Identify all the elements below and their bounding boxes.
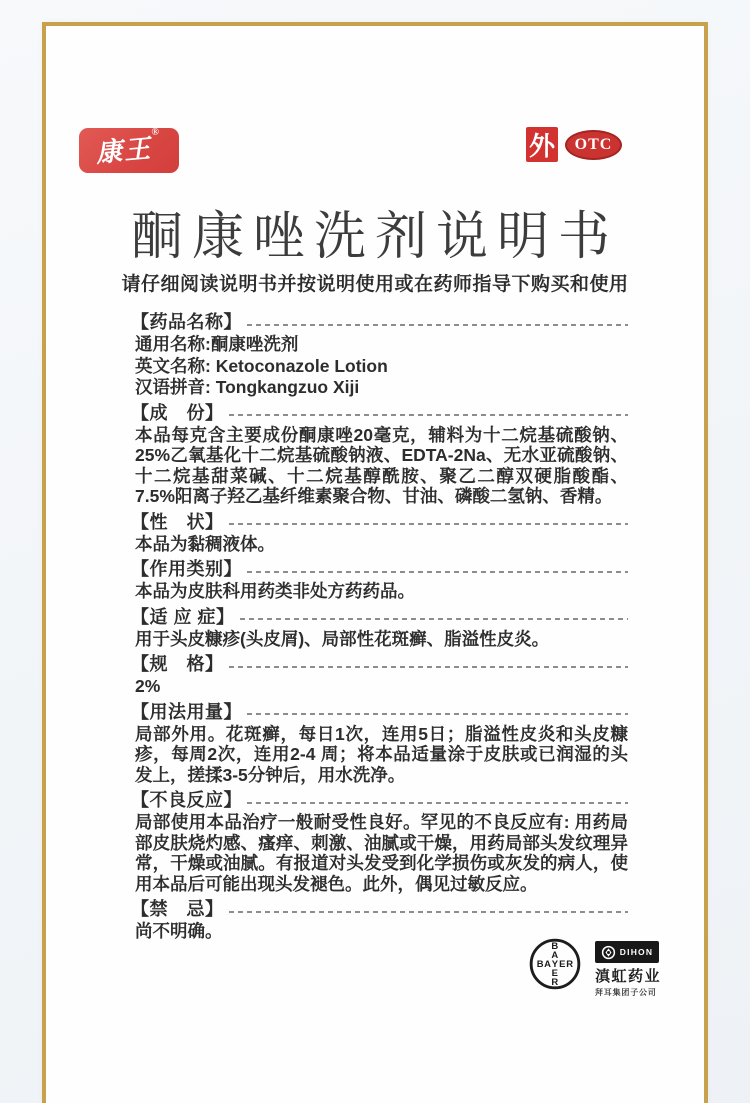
section-contraindications — [131, 898, 628, 942]
dihon-emblem-icon — [601, 945, 616, 960]
section-header-label: 【作用类别】 — [131, 559, 242, 579]
section-header-label: 【规 格】 — [131, 654, 224, 674]
svg-text:R: R — [566, 959, 574, 971]
dashed-rule — [247, 713, 628, 715]
svg-text:E: E — [551, 968, 558, 980]
section-paragraph: 局部外用。花斑癣，每日1次，连用5日；脂溢性皮炎和头皮糠疹，每周2次，连用2-4 周；将本品适量涂于皮肤或已润湿的头发上，搓揉3-5分钟后，用水洗净。 — [135, 723, 628, 785]
section-header-label: 【不良反应】 — [131, 790, 242, 810]
section-header — [131, 789, 628, 811]
external-use-badge: 外 — [526, 127, 558, 162]
dashed-rule — [247, 802, 628, 804]
section-strength — [131, 653, 628, 697]
section-paragraph: 本品为皮肤科用药类非处方药药品。 — [135, 581, 415, 601]
section-header-label: 【用法用量】 — [131, 701, 242, 722]
otc-badge: OTC — [565, 130, 622, 160]
dihon-emblem-box — [595, 941, 659, 963]
dashed-rule — [229, 911, 629, 913]
section-paragraph: 英文名称: Ketoconazole Lotion — [135, 355, 388, 376]
section-header-label: 【禁 忌】 — [131, 899, 224, 919]
section-header-label: 【成 份】 — [131, 402, 224, 423]
svg-text:E: E — [559, 959, 566, 971]
svg-text:A: A — [544, 959, 551, 971]
section-header-label: 【性 状】 — [131, 511, 224, 532]
dashed-rule — [240, 618, 628, 620]
dashed-rule — [229, 523, 629, 525]
manufacturer-logos — [528, 937, 661, 998]
kangwang-brand-text: 康王® — [95, 125, 162, 168]
section-paragraph: 汉语拼音: Tongkangzuo Xiji — [135, 377, 360, 397]
section-header — [131, 558, 628, 580]
leaflet-sections — [131, 311, 628, 946]
svg-text:R: R — [551, 977, 559, 989]
svg-text:A: A — [551, 950, 559, 962]
leaflet-page — [42, 22, 708, 1103]
section-ingredients — [131, 402, 628, 507]
section-drug-name — [131, 311, 628, 398]
section-paragraph: 通用名称:酮康唑洗剂 — [135, 334, 299, 354]
section-header — [131, 511, 628, 533]
section-header — [131, 402, 628, 424]
section-dosage — [131, 701, 628, 786]
section-header — [131, 653, 628, 675]
section-indications — [131, 606, 628, 650]
section-paragraph: 2% — [135, 676, 161, 696]
section-paragraph: 用于头皮糠疹(头皮屑)、局部性花斑癣、脂溢性皮炎。 — [135, 628, 550, 649]
section-description — [131, 511, 628, 555]
section-paragraph: 尚不明确。 — [135, 921, 223, 941]
section-paragraph: 局部使用本品治疗一般耐受性良好。罕见的不良反应有: 用药局部皮肤烧灼感、瘙痒、刺激、油腻或干燥，用药局部头发纹理异常，干燥或油腻。有报道对头发受到化学损伤或灰发的病人，使用本品后可能出现头发褪色。此外，偶见过敏反应。 — [135, 812, 628, 894]
otc-badges — [526, 127, 622, 162]
bayer-cross-logo — [528, 937, 582, 991]
svg-text:B: B — [551, 941, 559, 953]
section-header — [131, 606, 628, 628]
section-paragraph: 本品每克含主要成份酮康唑20毫克，辅料为十二烷基硫酸钠、25%乙氧基化十二烷基硫酸钠液、EDTA-2Na、无水亚硫酸钠、十二烷基甜菜碱、十二烷基醇酰胺、聚乙二醇双硬脂酸酯、7.5%阳离子羟乙基纤维素聚合物、甘油、磷酸二氢钠、香精。 — [135, 424, 628, 506]
dihon-wordmark: DIHON — [619, 947, 654, 957]
dashed-rule — [229, 414, 629, 416]
section-header — [131, 311, 628, 333]
dihon-company-subtitle: 拜耳集团子公司 — [595, 988, 657, 997]
dashed-rule — [247, 571, 628, 573]
dashed-rule — [247, 324, 628, 326]
section-paragraph: 本品为黏稠液体。 — [135, 533, 275, 554]
kangwang-brand-logo — [79, 125, 179, 173]
dihon-company-name: 滇虹药业 — [595, 968, 662, 985]
section-header — [131, 898, 628, 920]
leaflet-subtitle: 请仔细阅读说明书并按说明使用或在药师指导下购买和使用 — [121, 274, 629, 295]
svg-text:B: B — [536, 959, 544, 971]
section-action-category — [131, 558, 628, 602]
dihon-logo-block — [595, 941, 661, 998]
section-header-label: 【药品名称】 — [131, 312, 242, 332]
registered-trademark-icon: ® — [151, 125, 162, 138]
section-header-label: 【适 应 症】 — [131, 606, 235, 627]
leaflet-title: 酮康唑洗剂说明书 — [130, 208, 619, 266]
dashed-rule — [229, 666, 629, 668]
section-header — [131, 701, 628, 723]
section-adverse-reactions — [131, 789, 628, 894]
svg-text:Y: Y — [551, 959, 559, 971]
